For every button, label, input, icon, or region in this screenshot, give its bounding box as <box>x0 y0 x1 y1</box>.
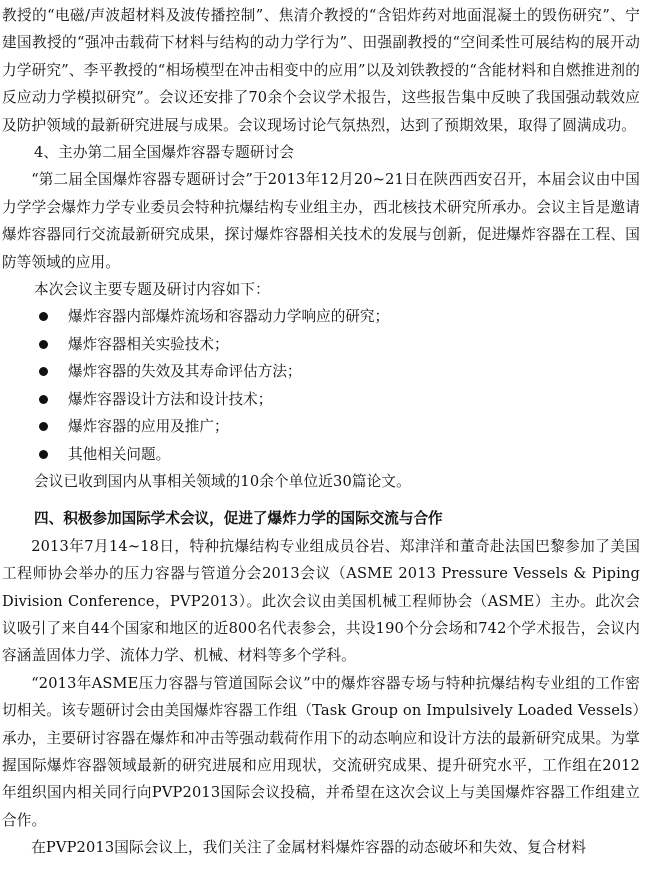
topic-text: 爆炸容器设计方法和设计技术； <box>68 390 273 408</box>
topic-text: 爆炸容器的应用及推广； <box>68 418 229 436</box>
list-item <box>34 441 640 468</box>
topics-list <box>34 303 640 467</box>
paragraph-asme-session: “2013年ASME压力容器与管道国际会议”中的爆炸容器专场与特种抗爆结构专业组的工作密切相关。该专题研讨会由美国爆炸容器工作组（Task Group on Impulsively Loaded Vessels）承办，主要研讨容器在爆炸和冲击等强动载荷作用下的动态响应和设计方法的最新研究成果。为掌握国际爆炸容器领域最新的研究进展和应用现状，交流研究成果、提升研究水平，工作组在2012年组织国内相关同行向PVP2013国际会议投稿，并希望在这次会议上与美国爆炸容器工作组建立合作。 <box>2 674 640 829</box>
list-item <box>34 303 640 330</box>
topic-text: 其他相关问题。 <box>68 445 171 463</box>
bullet-icon <box>39 395 48 404</box>
list-item <box>34 413 640 440</box>
bullet-icon <box>39 340 48 349</box>
paragraph-pvp2013: 2013年7月14~18日，特种抗爆结构专业组成员谷岩、郑津洋和董奇赴法国巴黎参加了美国工程师协会举办的压力容器与管道分会2013会议（ASME 2013 Pressure Vessels & Piping Division Conference，PVP2013）。此次会议由美国机械工程师协会（ASME）主办。此次会议吸引了来自44个国家和地区的近800名代表参会，共设190个分会场和742个学术报告，会议内容涵盖固体力学、流体力学、机械、材料等多个学科。 <box>2 537 640 665</box>
bullet-icon <box>39 422 48 431</box>
list-item <box>34 386 640 413</box>
bullet-icon <box>39 312 48 321</box>
section-heading: 四、积极参加国际学术会议，促进了爆炸力学的国际交流与合作 <box>34 510 443 528</box>
topic-text: 爆炸容器的失效及其寿命评估方法； <box>68 363 302 381</box>
paragraph-keynote-reports: 教授的“电磁/声波超材料及波传播控制”、焦清介教授的“含铝炸药对地面混凝土的毁伤研究”、宁建国教授的“强冲击载荷下材料与结构的动力学行为”、田强副教授的“空间柔性可展结构的展开动力学研究”、李平教授的“相场模型在冲击相变中的应用”以及刘铁教授的“含能材料和自燃推进剂的反应动力学模拟研究”。会议还安排了70余个会议学术报告，这些报告集中反映了我国强动载效应及防护领域的最新研究进展与成果。会议现场讨论气氛热烈，达到了预期效果，取得了圆满成功。 <box>2 7 640 134</box>
topic-text: 爆炸容器内部爆炸流场和容器动力学响应的研究； <box>68 308 390 326</box>
paragraph-explosion-vessel-seminar: “第二届全国爆炸容器专题研讨会”于2013年12月20~21日在陕西西安召开，本届会议由中国力学学会爆炸力学专业委员会特种抗爆结构专业组主办，西北核技术研究所承办。会议主旨是邀请爆炸容器同行交流最新研究成果，探讨爆炸容器相关技术的发展与创新，促进爆炸容器在工程、国防等领域的应用。 <box>2 171 640 271</box>
item-4-title: 4、主办第二届全国爆炸容器专题研讨会 <box>34 144 295 162</box>
bullet-icon <box>39 367 48 376</box>
topics-intro: 本次会议主要专题及研讨内容如下： <box>34 281 270 299</box>
bullet-icon <box>39 450 48 459</box>
list-item <box>34 331 640 358</box>
paragraph-papers-received: 会议已收到国内从事相关领域的10余个单位近30篇论文。 <box>34 472 411 490</box>
list-item <box>34 358 640 385</box>
topic-text: 爆炸容器相关实验技术； <box>68 335 229 353</box>
paragraph-pvp2013-focus: 在PVP2013国际会议上，我们关注了金属材料爆炸容器的动态破坏和失效、复合材料 <box>31 839 587 857</box>
